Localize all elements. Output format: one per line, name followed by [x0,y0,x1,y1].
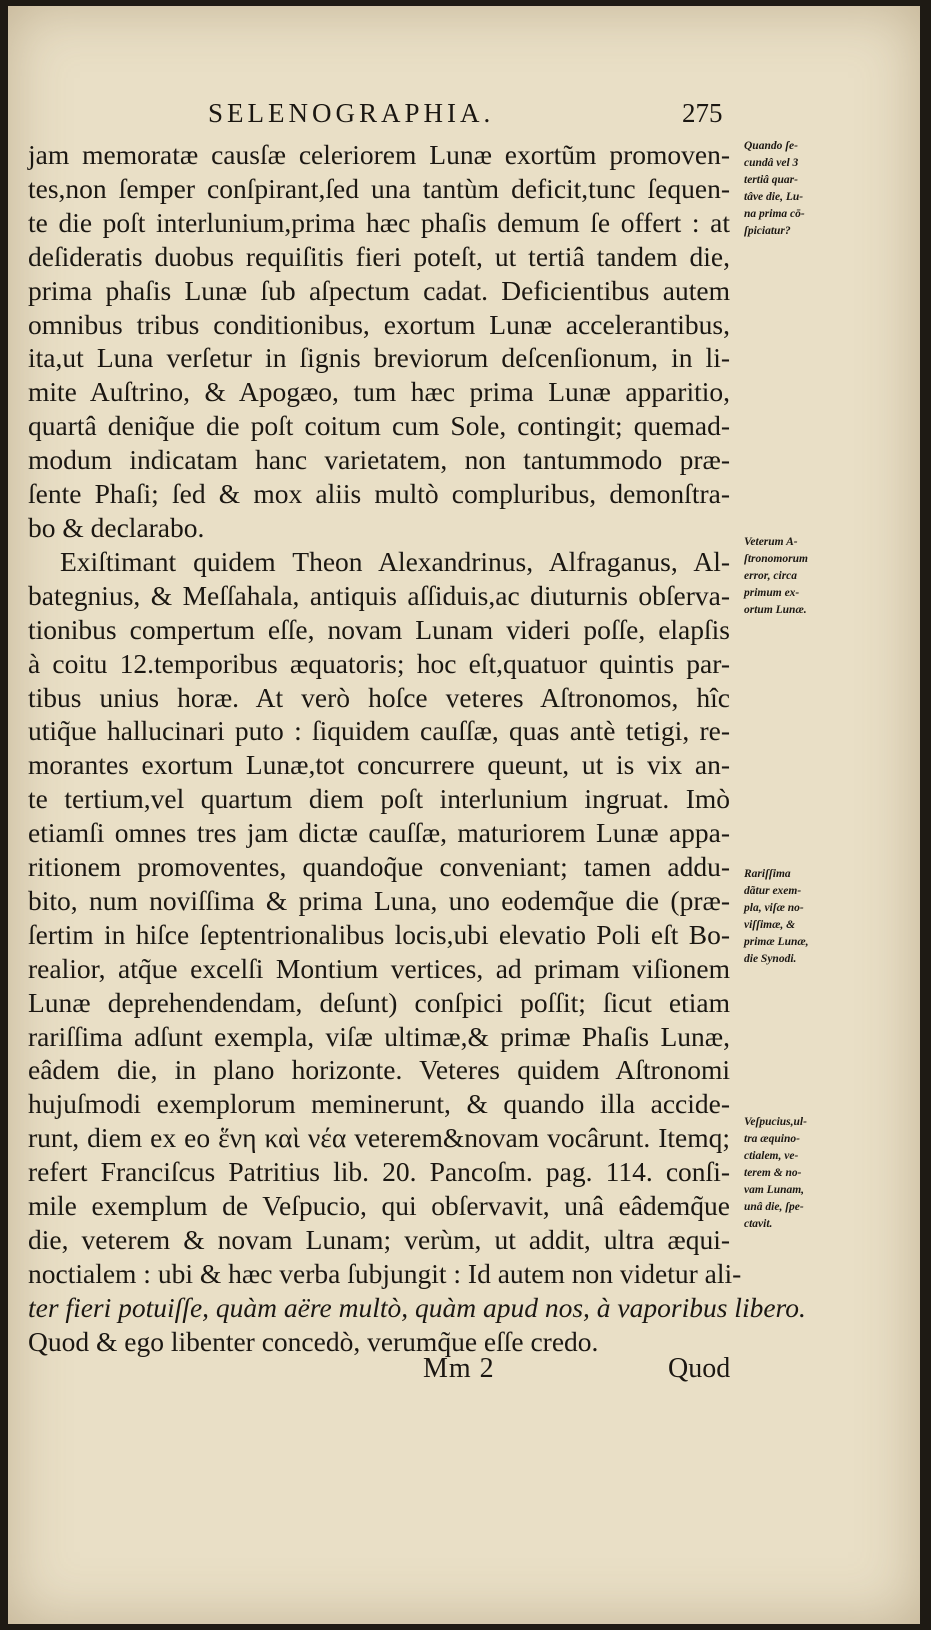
marginal-note-line: pla, viſæ no- [744,902,804,914]
text-line: rariſſima adſunt exempla, viſæ ultimæ,& primæ Phaſis Lunæ, [28,1020,730,1052]
text-line: ſertim in hiſce ſeptentrionalibus locis,ubi elevatio Poli eſt Bo- [28,918,730,950]
text-line: ita,ut Luna verſetur in ſignis breviorum deſcenſionum, in li- [28,342,730,374]
text-line: Lunæ deprehendendam, deſunt) conſpici poſſit; ſicut etiam [28,986,730,1018]
text-line: quartâ deniq̃ue die poſt coitum cum Sole, contingit; quemad- [28,410,730,442]
text-line: mite Auſtrino, & Apogæo, tum hæc prima Lunæ apparitio, [28,376,730,408]
signature-mark: Mm 2 [423,1353,495,1384]
marginal-note-line: primæ Lunæ, [744,936,809,948]
text-line: à coitu 12.temporibus æquatoris; hoc eſt,quatuor quintis par- [28,647,730,679]
text-line: runt, diem ex eo ἕνη καὶ νέα veterem&novam vocârunt. Itemq; [28,1122,730,1154]
text-line: ter fieri potuiſſe, quàm aëre multò, quàm apud nos, à vaporibus libero. [28,1291,806,1323]
marginal-note-line: ctialem, ve- [744,1150,799,1162]
text-line: morantes exortum Lunæ,tot concurrere queunt, ut is vix an- [28,749,730,781]
page-number: 275 [682,98,723,128]
marginal-note-line: ſpiciatur? [744,225,791,237]
running-title: SELENOGRAPHIA. [208,98,495,128]
text-line: eâdem die, in plano horizonte. Veteres quidem Aſtronomi [28,1054,730,1086]
text-line: etiamſi omnes tres jam dictæ cauſſæ, maturiorem Lunæ appa- [28,817,730,849]
text-line: ritionem promoventes, quandoq̃ue conveniant; tamen addu- [28,851,730,883]
text-line: noctialem : ubi & hæc verba ſubjungit : Id autem non videtur ali- [28,1257,742,1289]
marginal-note [744,1114,832,1233]
text-line: deſideratis duobus requiſitis fieri poteſt, ut tertiâ tandem die, [28,240,730,272]
text-line: modum indicatam hanc varietatem, non tantummodo præ- [28,444,730,476]
catchword: Quod [668,1353,731,1384]
marginal-note [744,138,832,240]
text-line: Exiſtimant quidem Theon Alexandrinus, Alfraganus, Al- [60,545,730,577]
text-line: Quod & ego libenter concedò, verumq̃ue eſſe credo. [28,1325,599,1357]
marginal-note-line: primum ex- [744,587,800,599]
text-line: ſente Phaſi; ſed & mox aliis multò compluribus, demonſtra- [28,478,730,510]
book-page [8,6,920,1624]
text-line: realior, atq̃ue excelſi Montium vertices, ad primam viſionem [28,952,730,984]
text-line: jam memoratæ causſæ celeriorem Lunæ exortũm promoven- [28,139,730,170]
marginal-note [744,534,832,619]
marginal-note-line: terem & no- [744,1167,802,1179]
text-line: tibus unius horæ. At verò hoſce veteres Aſtronomos, hîc [28,681,730,713]
marginal-note-line: error, circa [744,570,798,582]
marginal-note-line: dãtur exem- [744,885,802,897]
marginal-note-line: ſtronomorum [744,553,808,565]
text-line: utiq̃ue hallucinari puto : ſiquidem cauſſæ, quas antè tetigi, re- [28,715,730,747]
marginal-note-line: viſſimæ, & [744,919,796,931]
marginal-note-line: ortum Lunæ. [744,604,807,616]
text-line: te tertium,vel quartum diem poſt interlunium ingruat. Imò [28,783,730,815]
text-line: bo & declarabo. [28,511,205,543]
marginal-note-line: Quando ſe- [744,140,798,152]
marginal-note-line: na prima cō- [744,208,805,220]
marginal-note-line: tra æquino- [744,1133,800,1145]
marginal-note-line: Veterum A- [744,536,798,548]
text-line: omnibus tribus conditionibus, exortum Lunæ accelerantibus, [28,308,730,340]
text-line: tionibus compertum eſſe, novam Lunam videri poſſe, elapſis [28,613,730,645]
text-line: die, veterem & novam Lunam; verùm, ut addit, ultra æqui- [28,1224,730,1255]
text-line: hujuſmodi exemplorum meminerunt, & quando illa accide- [28,1088,730,1120]
marginal-note-line: Veſpucius,ul- [744,1116,807,1128]
marginal-note-line: tâve die, Lu- [744,191,804,203]
marginal-note-line: ctavit. [744,1218,773,1230]
text-line: refert Franciſcus Patritius lib. 20. Pancoſm. pag. 114. conſi- [28,1156,730,1188]
marginal-note-line: unâ die, ſpe- [744,1201,804,1213]
text-line: te die poſt interlunium,prima hæc phaſis demum ſe offert : at [28,206,730,238]
text-line: prima phaſis Lunæ ſub aſpectum cadat. Deficientibus autem [28,274,730,306]
text-line: bategnius, & Meſſahala, antiquis aſſiduis,ac diuturnis obſerva- [28,579,730,611]
text-line: bito, num noviſſima & prima Luna, uno eodemq̃ue die (præ- [28,884,730,916]
marginal-note-line: Rariſſima [744,868,791,880]
marginal-note-line: tertiâ quar- [744,174,798,186]
text-line: mile exemplum de Veſpucio, qui obſervavit, unâ eâdemq̃ue [28,1190,730,1222]
marginal-note-line: vam Lunam, [744,1184,805,1196]
marginal-note-line: die Synodi. [744,953,797,965]
text-line: tes,non ſemper conſpirant,ſed una tantùm deficit,tunc ſequen- [28,172,730,204]
marginal-note-line: cundâ vel 3 [744,157,799,169]
marginal-note [744,866,832,968]
